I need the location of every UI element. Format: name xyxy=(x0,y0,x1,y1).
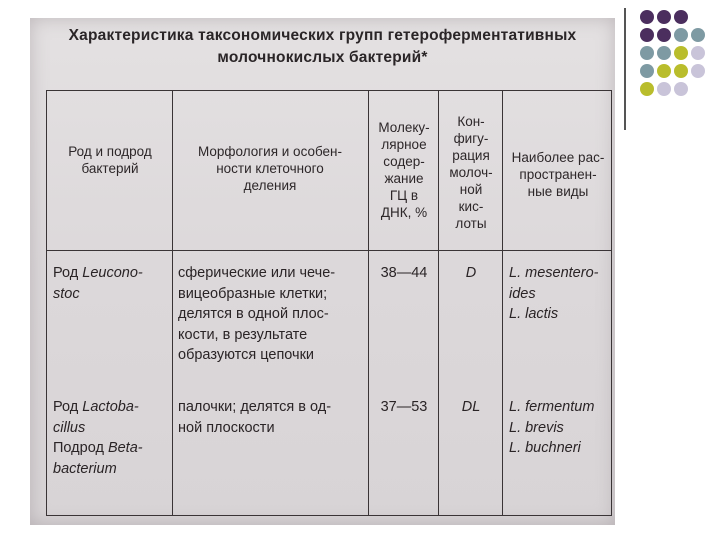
decorative-dot xyxy=(691,64,705,78)
decorative-dot xyxy=(657,46,671,60)
decorative-dot xyxy=(640,10,654,24)
decorative-dot xyxy=(640,64,654,78)
decorative-dot xyxy=(640,82,654,96)
taxonomy-table xyxy=(46,90,612,516)
decorative-dot xyxy=(657,64,671,78)
column-divider xyxy=(502,91,503,515)
decorative-dot xyxy=(640,46,654,60)
decorative-dot xyxy=(657,28,671,42)
decorative-vertical-rule xyxy=(624,8,626,130)
table-title-line-1: Характеристика таксономических групп гетероферментативных xyxy=(68,27,577,44)
decorative-dot xyxy=(691,28,705,42)
row-2-gc-content: 37—53 xyxy=(380,399,428,415)
row-2-morphology: палочки; делятся в од- ной плоскости xyxy=(178,399,332,436)
header-gc-content: Молеку- лярное содер- жание ГЦ в ДНК, % xyxy=(378,120,430,220)
header-common-species: Наиболее рас- пространен- ные виды xyxy=(511,150,605,199)
row-1-species: L. mesentero- ides L. lactis xyxy=(509,265,599,322)
decorative-dot xyxy=(674,46,688,60)
header-lactic-acid-config: Кон- фигу- рация молоч- ной кис- лоты xyxy=(449,114,493,231)
header-genus: Род и подрод бактерий xyxy=(68,144,152,176)
header-morphology: Морфология и особен- ности клеточного деления xyxy=(197,144,343,193)
decorative-dot xyxy=(674,82,688,96)
column-divider xyxy=(438,91,439,515)
row-1-gc-content: 38—44 xyxy=(380,265,428,281)
row-1-config: D xyxy=(465,265,477,281)
column-divider xyxy=(368,91,369,515)
row-1-morphology: сферические или чече- вицеобразные клетки; делятся в одной плос- кости, в результате образуются цепочки xyxy=(178,265,336,363)
decorative-dot xyxy=(657,10,671,24)
row-1-genus: Род Leucono- stoc xyxy=(53,265,143,302)
table-title-line-2: молочнокислых бактерий* xyxy=(217,49,428,66)
scanned-page xyxy=(30,18,615,525)
decorative-dot xyxy=(674,10,688,24)
decorative-dot xyxy=(674,64,688,78)
row-2-species: L. fermentum L. brevis L. buchneri xyxy=(509,399,595,456)
decorative-dot xyxy=(657,82,671,96)
row-2-genus: Род Lactoba- cillus Подрод Beta- bacterium xyxy=(53,399,143,477)
decorative-dot xyxy=(640,28,654,42)
column-divider xyxy=(172,91,173,515)
header-divider xyxy=(47,250,611,251)
row-2-config: DL xyxy=(461,399,481,415)
decorative-dot xyxy=(691,46,705,60)
decorative-dot xyxy=(674,28,688,42)
